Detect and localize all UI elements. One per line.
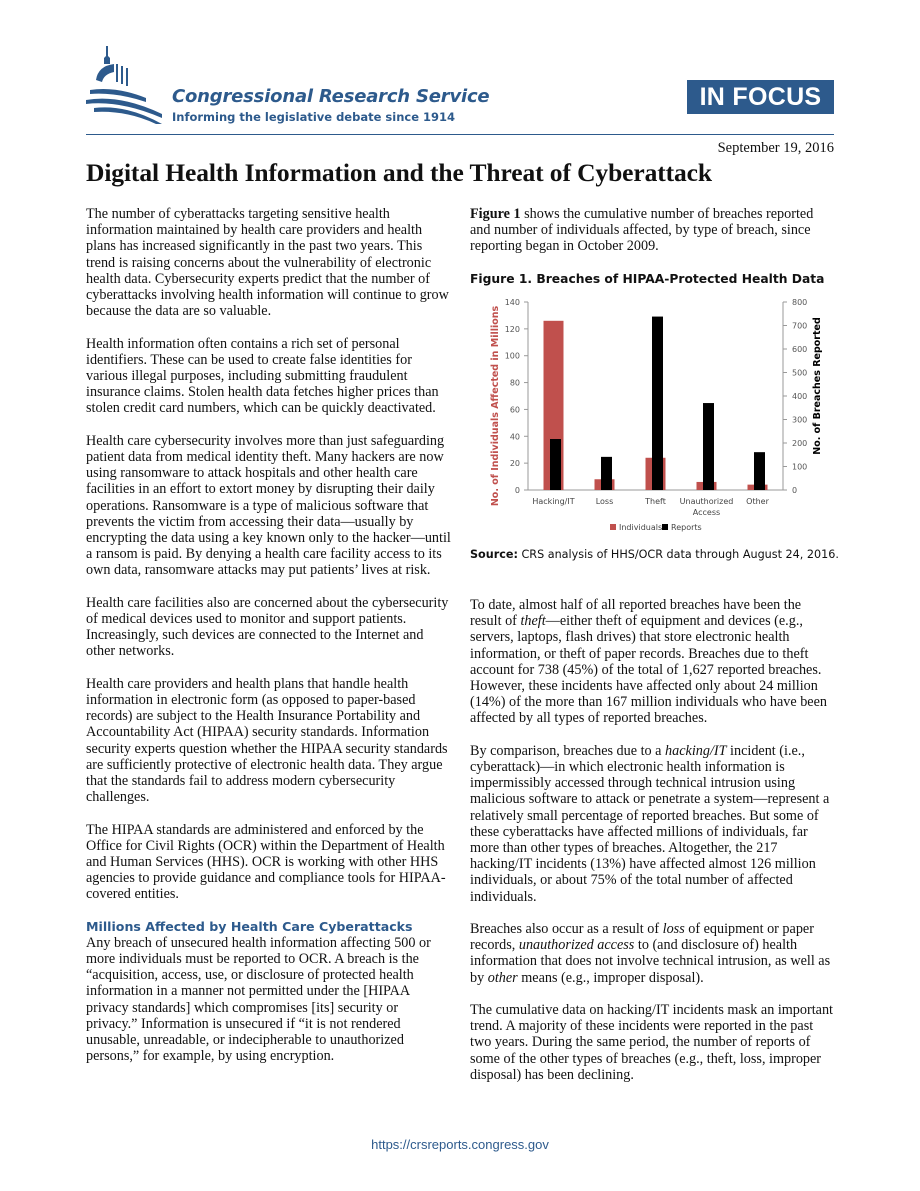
paragraph: Health information often contains a rich set of personal identifiers. These can be used to create false identities for various illegal purposes, including submitting fraudulent insurance claims. Stolen health data fetches higher prices than stolen credit card numbers, which can be quickly deactivated. [86,335,439,417]
header-rule [86,134,834,135]
y-tick-label-left: 20 [509,459,520,469]
bar-reports [601,457,612,490]
figure-reference: Figure 1 [470,206,521,222]
y-tick-label-right: 0 [792,486,798,495]
x-tick-label: Unauthorized [679,497,734,506]
org-name: Congressional Research Service [172,86,490,107]
y-axis-title-right: No. of Breaches Reported [812,317,823,455]
y-tick-label-left: 40 [509,432,520,442]
in-focus-badge: IN FOCUS [687,80,834,114]
page-title: Digital Health Information and the Threat of Cyberattack [86,158,712,187]
paragraph: Any breach of unsecured health information affecting 500 or more individuals must be reported to OCR. A breach is the “acquisition, access, use, or disclosure of protected health information in a manner not permitted under the [HIPAA privacy standards] which compromises [its] security or privacy.” Information is unsecured if “it is not rendered unusable, unreadable, or indecipherable to unauthorized persons,” for example, by using encryption. [86,934,431,1065]
paragraph: The HIPAA standards are administered and enforced by the Office for Civil Rights (OCR) within the Department of Health and Human Services (HHS). OCR is working with other HHS agencies to provide guidance and compliance tools for HIPAA-covered entities. [86,821,446,903]
bar-reports [754,452,765,490]
y-tick-label-left: 0 [514,486,520,495]
bar-reports [703,403,714,490]
paragraph: Health care facilities also are concerned about the cybersecurity of medical devices used to monitor and support patients. Increasingly, such devices are connected to the Internet and other networks. [86,594,449,660]
y-tick-label-left: 80 [509,378,520,388]
legend-label-individuals: Individuals [619,523,663,532]
x-tick-label: Access [692,508,721,517]
y-tick-label-right: 400 [792,392,808,401]
y-tick-label-right: 300 [792,415,808,425]
right-column [470,597,834,1083]
paragraph: Health care cybersecurity involves more than just safeguarding patient data from medical identity theft. Many hackers are now using ransomware to attack hospitals and other health care facilities in an effort to extort money by disrupting their daily operations. Ransomware is a type of malicious software that prevents the victim from accessing their data—usually by encrypting the data using a key known only to the hacker—until a ransom is paid. By denying a health care facility access to its own data, ransomware attacks may put patients’ lives at risk. [86,432,451,579]
y-tick-label-right: 800 [792,298,808,307]
bar-reports [652,317,663,490]
footer-link[interactable]: https://crsreports.congress.gov [371,1137,549,1152]
figure-intro [470,206,834,255]
y-tick-label-left: 100 [504,351,520,361]
x-tick-label: Loss [595,497,614,506]
y-tick-label-left: 140 [504,298,520,307]
capitol-dome-logo-icon [86,42,166,128]
breaches-chart [470,292,834,542]
y-tick-label-right: 600 [792,345,808,354]
y-tick-label-left: 120 [504,324,520,334]
x-tick-label: Other [746,497,769,506]
paragraph: To date, almost half of all reported breaches have been the result of theft—either theft of equipment and devices (e.g., servers, laptops, flash drives) that store electronic health information, or theft of paper records. Breaches due to theft account for 738 (45%) of the total of 1,627 reported breaches. However, these incidents have affected only about 24 million (14%) of the more than 167 million individuals who have been affected by all types of reported breaches. [470,597,827,727]
paragraph: Health care providers and health plans that handle health information in electronic form (as opposed to paper-based records) are subject to the Health Insurance Portability and Accountability Act (HIPAA) security standards. Information security experts question whether the HIPAA security standards are sufficiently protective of electronic health data. They argue that the standards fail to address modern cybersecurity challenges. [86,675,448,806]
x-tick-label: Theft [645,497,666,506]
publication-date: September 19, 2016 [717,140,834,156]
paragraph: The number of cyberattacks targeting sensitive health information maintained by health care providers and health plans has increased significantly in the past two years. This trend is raising concerns about the vulnerability of electronic health data. Cybersecurity experts predict that the number of cyberattacks involving health information will continue to grow because the data are so valuable. [86,206,449,320]
legend-label-reports: Reports [671,523,702,532]
header [0,0,920,135]
left-column [86,206,452,1064]
y-tick-label-right: 200 [792,439,808,448]
figure-title: Figure 1. Breaches of HIPAA-Protected Health Data [470,272,825,286]
x-tick-label: Hacking/IT [532,497,575,506]
y-tick-label-right: 500 [792,368,808,378]
paragraph: The cumulative data on hacking/IT incidents mask an important trend. A majority of these incidents were reported in the past two years. During the same period, the number of reports of some of the other types of breaches (e.g., theft, loss, improper disposal) has been declining. [470,1002,833,1083]
paragraph: Figure 1 shows the cumulative number of breaches reported and number of individuals affected, by type of breach, since reporting began in October 2009. [470,206,814,255]
y-tick-label-left: 60 [509,405,520,415]
y-tick-label-right: 100 [792,462,808,472]
y-tick-label-right: 700 [792,321,808,331]
section-heading: Millions Affected by Health Care Cyberattacks [86,918,413,934]
paragraph: By comparison, breaches due to a hacking/IT incident (i.e., cyberattack)—in which electronic health information is impermissibly accessed through technical intrusion using malicious software to attack or penetrate a system—represent a relatively small percentage of reported breaches. But some of these cyberattacks have affected millions of individuals, far more than other types of breaches. Altogether, the 217 hacking/IT incidents (13%) have affected almost 126 million individuals, or about 75% of the total number of affected individuals. [470,742,830,905]
bar-reports [550,439,561,490]
legend-swatch-reports [662,524,668,530]
figure-source: Source: CRS analysis of HHS/OCR data through August 24, 2016. [470,548,839,561]
paragraph: Breaches also occur as a result of loss of equipment or paper records, unauthorized access to (and disclosure of) health information that does not involve technical intrusion, as well as by other means (e.g., improper disposal). [470,921,831,986]
legend-swatch-individuals [610,524,616,530]
org-tagline: Informing the legislative debate since 1914 [172,110,456,124]
y-axis-title-left: No. of Individuals Affected in Millions [490,305,501,507]
